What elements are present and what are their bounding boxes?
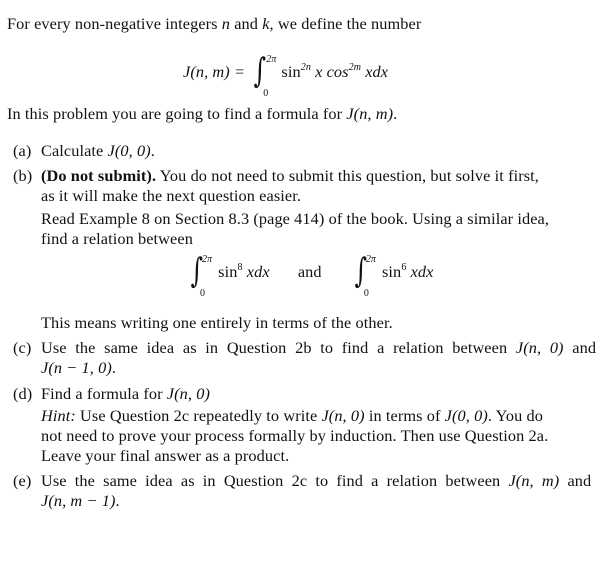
integral-upper-limit: 2π [365,254,377,265]
text: . [111,358,117,377]
math: J(n, 0) [166,384,210,403]
part-d-line1 [41,384,210,404]
text: . You do [487,406,543,425]
integral-sign-icon: ∫ [354,251,367,291]
integrand-text: xdx [242,262,270,281]
problem-statement [7,104,397,124]
part-label: (b) [13,166,33,185]
integral-lower-limit: 0 [363,288,369,299]
statement-text: . [393,104,398,123]
integral-left [188,251,214,300]
integrand-left [218,262,270,281]
integral-sign-icon: ∫ [190,251,204,291]
math: J(n, m) [508,471,560,490]
part-b-para2-line2: find a relation between [41,229,193,248]
text: and [559,471,592,490]
statement-text: In this problem you are going to find a formula for [7,104,347,123]
text: in terms of [364,406,445,425]
definition-equation [183,51,389,104]
intro-text: , we define the number [269,14,422,33]
integral-sign-icon: ∫ [253,51,267,91]
part-b-line2: as it will make the next question easier. [41,186,302,205]
math-j-nm: J(n, m) [346,104,394,123]
fn-sin: sin [382,262,402,281]
text: . [150,141,155,160]
hint-label: Hint: [41,406,76,425]
part-label: (e) [13,471,32,490]
text: Calculate [41,141,108,160]
part-label: (a) [13,141,32,160]
part-d-hint-line1 [41,406,543,426]
part-a-text [41,141,155,161]
math: J(n, 0) [321,406,365,425]
part-d [13,384,32,404]
var-n: n [221,14,231,33]
part-c-line1 [41,338,597,358]
math: J(n, 0) [515,338,564,357]
text: Use Question 2c repeatedly to write [75,406,322,425]
do-not-submit-label: (Do not submit). [41,166,157,185]
math: J(n − 1, 0) [41,358,112,377]
integrand-right [382,262,434,281]
part-b [13,166,32,186]
part-label: (c) [13,338,32,357]
text: . [115,491,120,510]
part-b-after: This means writing one entirely in terms of the other. [41,313,393,332]
integrand-text: x cos [310,62,349,81]
intro-text: For every non-negative integers [7,14,222,33]
var-k: k [262,14,270,33]
part-d-hint-line3: Leave your final answer as a product. [41,446,290,465]
text: Use the same idea as in Question 2b to find a relation between [41,338,516,357]
part-e-line1 [41,471,591,491]
part-c [13,338,31,358]
equation-lhs: J(n, m) = [183,62,246,81]
integrand-text: xdx [361,62,389,81]
text: and [563,338,597,357]
math: J(0, 0) [107,141,151,160]
exponent: 8 [237,262,243,273]
part-c-line2 [41,358,116,378]
integrand-text: xdx [406,262,434,281]
text: You do not need to submit this question, but solve it first, [156,166,539,185]
integrand [281,62,388,81]
exponent: 2m [348,62,362,73]
math: J(n, m − 1) [41,491,116,510]
fn-sin: sin [218,262,238,281]
integral [249,51,277,100]
part-b-para2-line1: Read Example 8 on Section 8.3 (page 414) of the book. Using a similar idea, [41,209,550,228]
exponent: 2n [300,62,311,73]
exponent: 6 [401,262,407,273]
text: Use the same idea as in Question 2c to find a relation between [41,471,509,490]
part-a [13,141,31,161]
integral-lower-limit: 0 [200,288,206,299]
integral-upper-limit: 2π [266,54,277,65]
display-integrals [188,251,434,304]
part-e [13,471,31,491]
integral-lower-limit: 0 [263,88,269,99]
math: J(0, 0) [444,406,488,425]
integral-upper-limit: 2π [202,254,213,265]
connector-and: and [297,262,322,281]
intro-text: and [230,14,263,33]
integral-right [352,251,378,300]
part-d-hint-line2: not need to prove your process formally by induction. Then use Question 2a. [41,426,549,445]
part-label: (d) [13,384,33,403]
text: Find a formula for [41,384,167,403]
part-e-line2 [41,491,120,511]
intro-sentence [7,14,421,34]
fn-sin: sin [281,62,301,81]
part-b-line1 [41,166,539,186]
